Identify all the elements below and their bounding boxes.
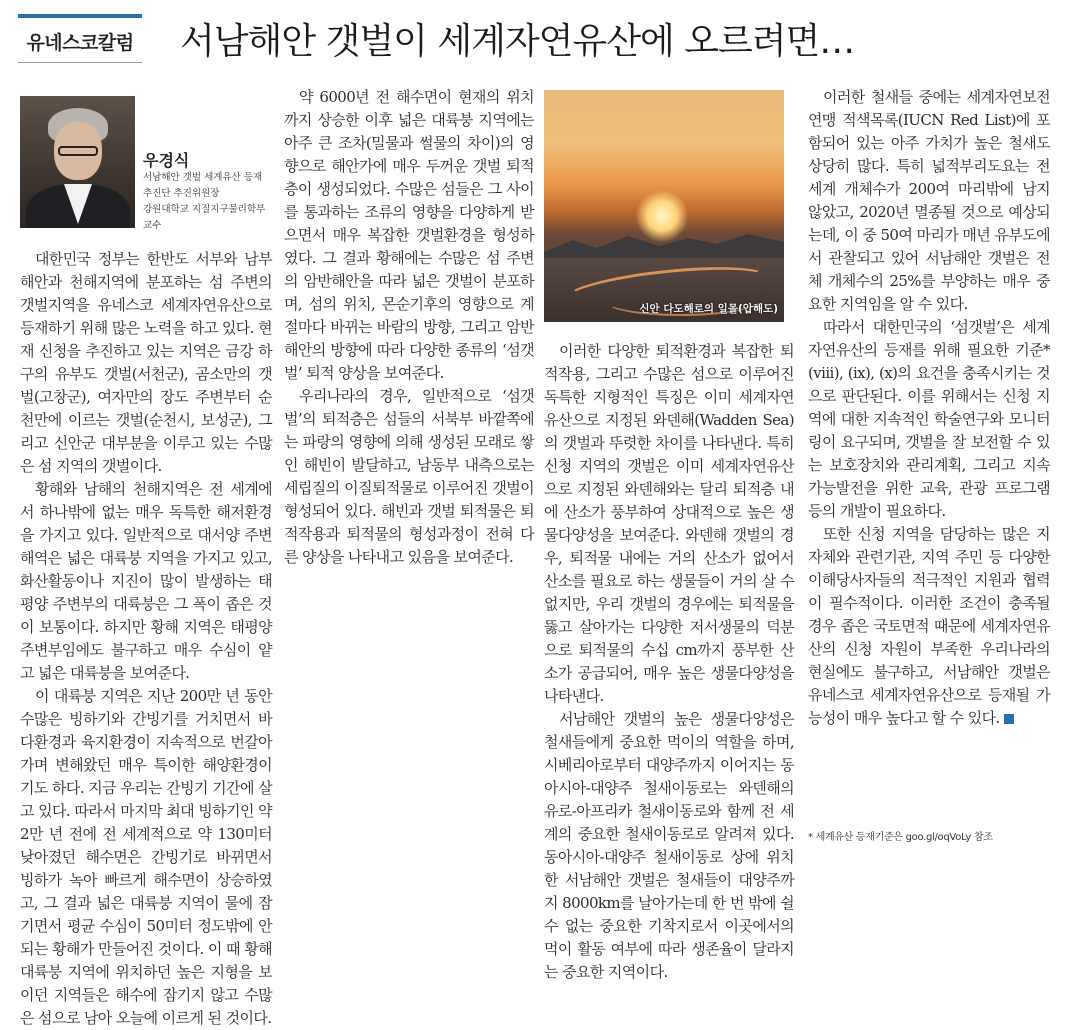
author-info-line: 강원대학교 지질지구물리학부 [143, 204, 266, 215]
article-column-3 [544, 340, 794, 984]
article-column-4 [808, 86, 1050, 730]
article-column-2 [284, 86, 534, 569]
author-photo [20, 96, 135, 228]
paragraph [808, 523, 1050, 730]
author-affiliation [143, 170, 275, 234]
paragraph: 대한민국 정부는 한반도 서부와 남부 해안과 천해지역에 분포하는 섬 주변의 갯벌지역을 유네스코 세계자연유산으로 등재하기 위해 많은 노력을 하고 있다. 현재 신청을 추진하고 있는 지역은 금강 하구의 유부도 갯벌(서천군), 곰소만의 갯벌(고창군), 여자만의 장도 주변부터 순천만에 이르는 갯벌(순천시, 보성군), 그리고 신안군 대부분을 이루고 있는 수많은 섬 지역의 갯벌이다. [20, 250, 272, 475]
sun-shape [636, 190, 688, 242]
paragraph: 이 대륙붕 지역은 지난 200만 년 동안 수많은 빙하기와 간빙기를 거치면서 바다환경과 육지환경이 지속적으로 번갈아가며 변해왔던 매우 특이한 해양환경이기도 하다. 지금 우리는 간빙기 기간에 살고 있다. 따라서 마지막 최대 빙하기인 약 2만 년 전에 전 세계적으로 약 130미터 낮아졌던 해수면은 간빙기로 바뀌면서 빙하가 녹아 빠르게 해수면이 상승하였고, 그 결과 넓은 대륙붕 지역이 물에 잠기면서 평균 수심이 50미터 정도밖에 안 되는 황해가 만들어진 것이다. 이 때 황해 대륙붕 지역에 위치하던 높은 지형을 보이던 지역들은 해수에 잠기지 않고 수많은 섬으로 남아 오늘에 이르게 된 것이다. [20, 687, 272, 1027]
paragraph: 황해와 남해의 천해지역은 전 세계에서 하나밖에 없는 매우 독특한 해저환경을 가지고 있다. 일반적으로 대서양 주변 해역은 넓은 대륙붕 지역을 가지고 있고, 화산활동이나 지진이 많이 발생하는 태평양 주변부의 대륙붕은 그 폭이 좁은 것이 보통이다. 하지만 황해 지역은 태평양 주변부임에도 불구하고 매우 수심이 얕고 넓은 대륙붕을 보여준다. [20, 480, 272, 682]
article-photo [544, 90, 784, 322]
photo-caption: 신안 다도해로의 일몰(압해도) [639, 303, 778, 315]
author-name: 우경식 [143, 151, 190, 170]
paragraph: 이러한 철새들 중에는 세계자연보전연맹 적색목록(IUCN Red List)에 포함되어 있는 아주 가치가 높은 철새도 상당히 많다. 특히 넓적부리도요는 전세계 개체수가 200여 마리밖에 남지 않았고, 2020년 멸종될 것으로 예상되는데, 이 중 50여 마리가 매년 유부도에서 관찰되고 있어 서남해안 갯벌은 전체 개체수의 25%를 부양하는 매우 중요한 지역임을 알 수 있다. [808, 88, 1050, 313]
author-info-line: 교수 [143, 220, 162, 231]
paragraph: 이러한 다양한 퇴적환경과 복잡한 퇴적작용, 그리고 수많은 섬으로 이루어진 독특한 지형적인 특징은 이미 세계자연유산으로 지정된 와덴해(Wadden Sea)의 갯벌과 뚜렷한 차이를 나타낸다. 특히 신청 지역의 갯벌은 이미 세계자연유산으로 지정된 와덴해와는 달리 퇴적층 내에 산소가 풍부하여 상대적으로 높은 생물다양성을 보여준다. 와덴해 갯벌의 경우, 퇴적물 내에는 거의 산소가 없어서 산소를 필요로 하는 생물들이 거의 살 수 없지만, 우리 갯벌의 경우에는 퇴적물을 뚫고 살아가는 다양한 저서생물의 덕분으로 퇴적물의 수십 cm까지 풍부한 산소가 공급되어, 매우 높은 생물다양성을 나타낸다. [544, 342, 794, 705]
end-mark-icon [1004, 714, 1014, 724]
author-info-line: 추진단 추진위원장 [143, 188, 220, 199]
paragraph: 따라서 대한민국의 ‘섬갯벌’은 세계자연유산의 등재를 위해 필요한 기준* (viii), (ix), (x)의 요건을 충족시키는 것으로 판단된다. 이를 위해서는 신청 지역에 대한 지속적인 학술연구와 모니터링이 요구되며, 갯벌을 잘 보전할 수 있는 보호장치와 관리계획, 그리고 지속가능발전을 위한 교육, 관광 프로그램 등의 개발이 필요하다. [808, 318, 1050, 520]
paragraph: 서남해안 갯벌의 높은 생물다양성은 철새들에게 중요한 먹이의 역할을 하며, 시베리아로부터 대양주까지 이어지는 동아시아-대양주 철새이동로는 와덴해의 유로-아프리카 철새이동로와 함께 전 세계의 중요한 철새이동로로 알려져 있다. 동아시아-대양주 철새이동로 상에 위치한 서남해안 갯벌은 철새들이 대양주까지 8000km를 날아가는데 한 번 밖에 쉴 수 없는 중요한 기착지로서 이곳에서의 먹이 활동 여부에 따라 생존율이 달라지는 중요한 지역이다. [544, 710, 794, 981]
footnote: * 세계유산 등재기준은 goo.gl/oqVoLy 참조 [808, 832, 993, 843]
column-tag: 유네스코칼럼 [26, 32, 134, 54]
paragraph-text: 또한 신청 지역을 담당하는 많은 지자체와 관련기관, 지역 주민 등 다양한 이해당사자들의 적극적인 지원과 협력이 필수적이다. 이러한 조건이 충족될 경우 좁은 국토면적 때문에 세계자연유산의 신청 자원이 부족한 우리나라의 현실에도 불구하고, 서남해안 갯벌은 유네스코 세계자연유산으로 등재될 가능성이 매우 높다고 할 수 있다. [808, 525, 1050, 727]
header-accent-bar [18, 14, 142, 18]
paragraph: 우리나라의 경우, 일반적으로 ‘섬갯벌’의 퇴적층은 섬들의 서북부 바깥쪽에는 파랑의 영향에 의해 생성된 모래로 쌓인 해빈이 발달하고, 남동부 내측으로는 세립질의 이질퇴적물로 이루어진 갯벌이 형성되어 있다. 해빈과 갯벌 퇴적물은 퇴적작용과 퇴적물의 형성과정이 전혀 다른 양상을 나타내고 있음을 보여준다. [284, 387, 534, 566]
article-column-1 [20, 248, 272, 1030]
column-tag-underline [18, 62, 142, 63]
author-info-line: 서남해안 갯벌 세계유산 등재 [143, 172, 263, 183]
paragraph: 약 6000년 전 해수면이 현재의 위치까지 상승한 이후 넓은 대륙붕 지역에는 아주 큰 조차(밀물과 썰물의 차이)의 영향으로 해안가에 매우 두꺼운 갯벌 퇴적층이 생성되었다. 수많은 섬들은 그 사이를 통과하는 조류의 영향을 다양하게 받으면서 매우 복잡한 갯벌환경을 형성하였다. 그 결과 황해에는 수많은 섬 주변의 암반해안을 따라 넓은 갯벌이 분포하며, 섬의 위치, 몬순기후의 영향으로 계절마다 바뀌는 바람의 방향, 그리고 암반해안의 방향에 따라 다양한 종류의 ‘섬갯벌’ 퇴적 양상을 보여준다. [284, 88, 534, 382]
article-title: 서남해안 갯벌이 세계자연유산에 오르려면… [180, 21, 855, 62]
